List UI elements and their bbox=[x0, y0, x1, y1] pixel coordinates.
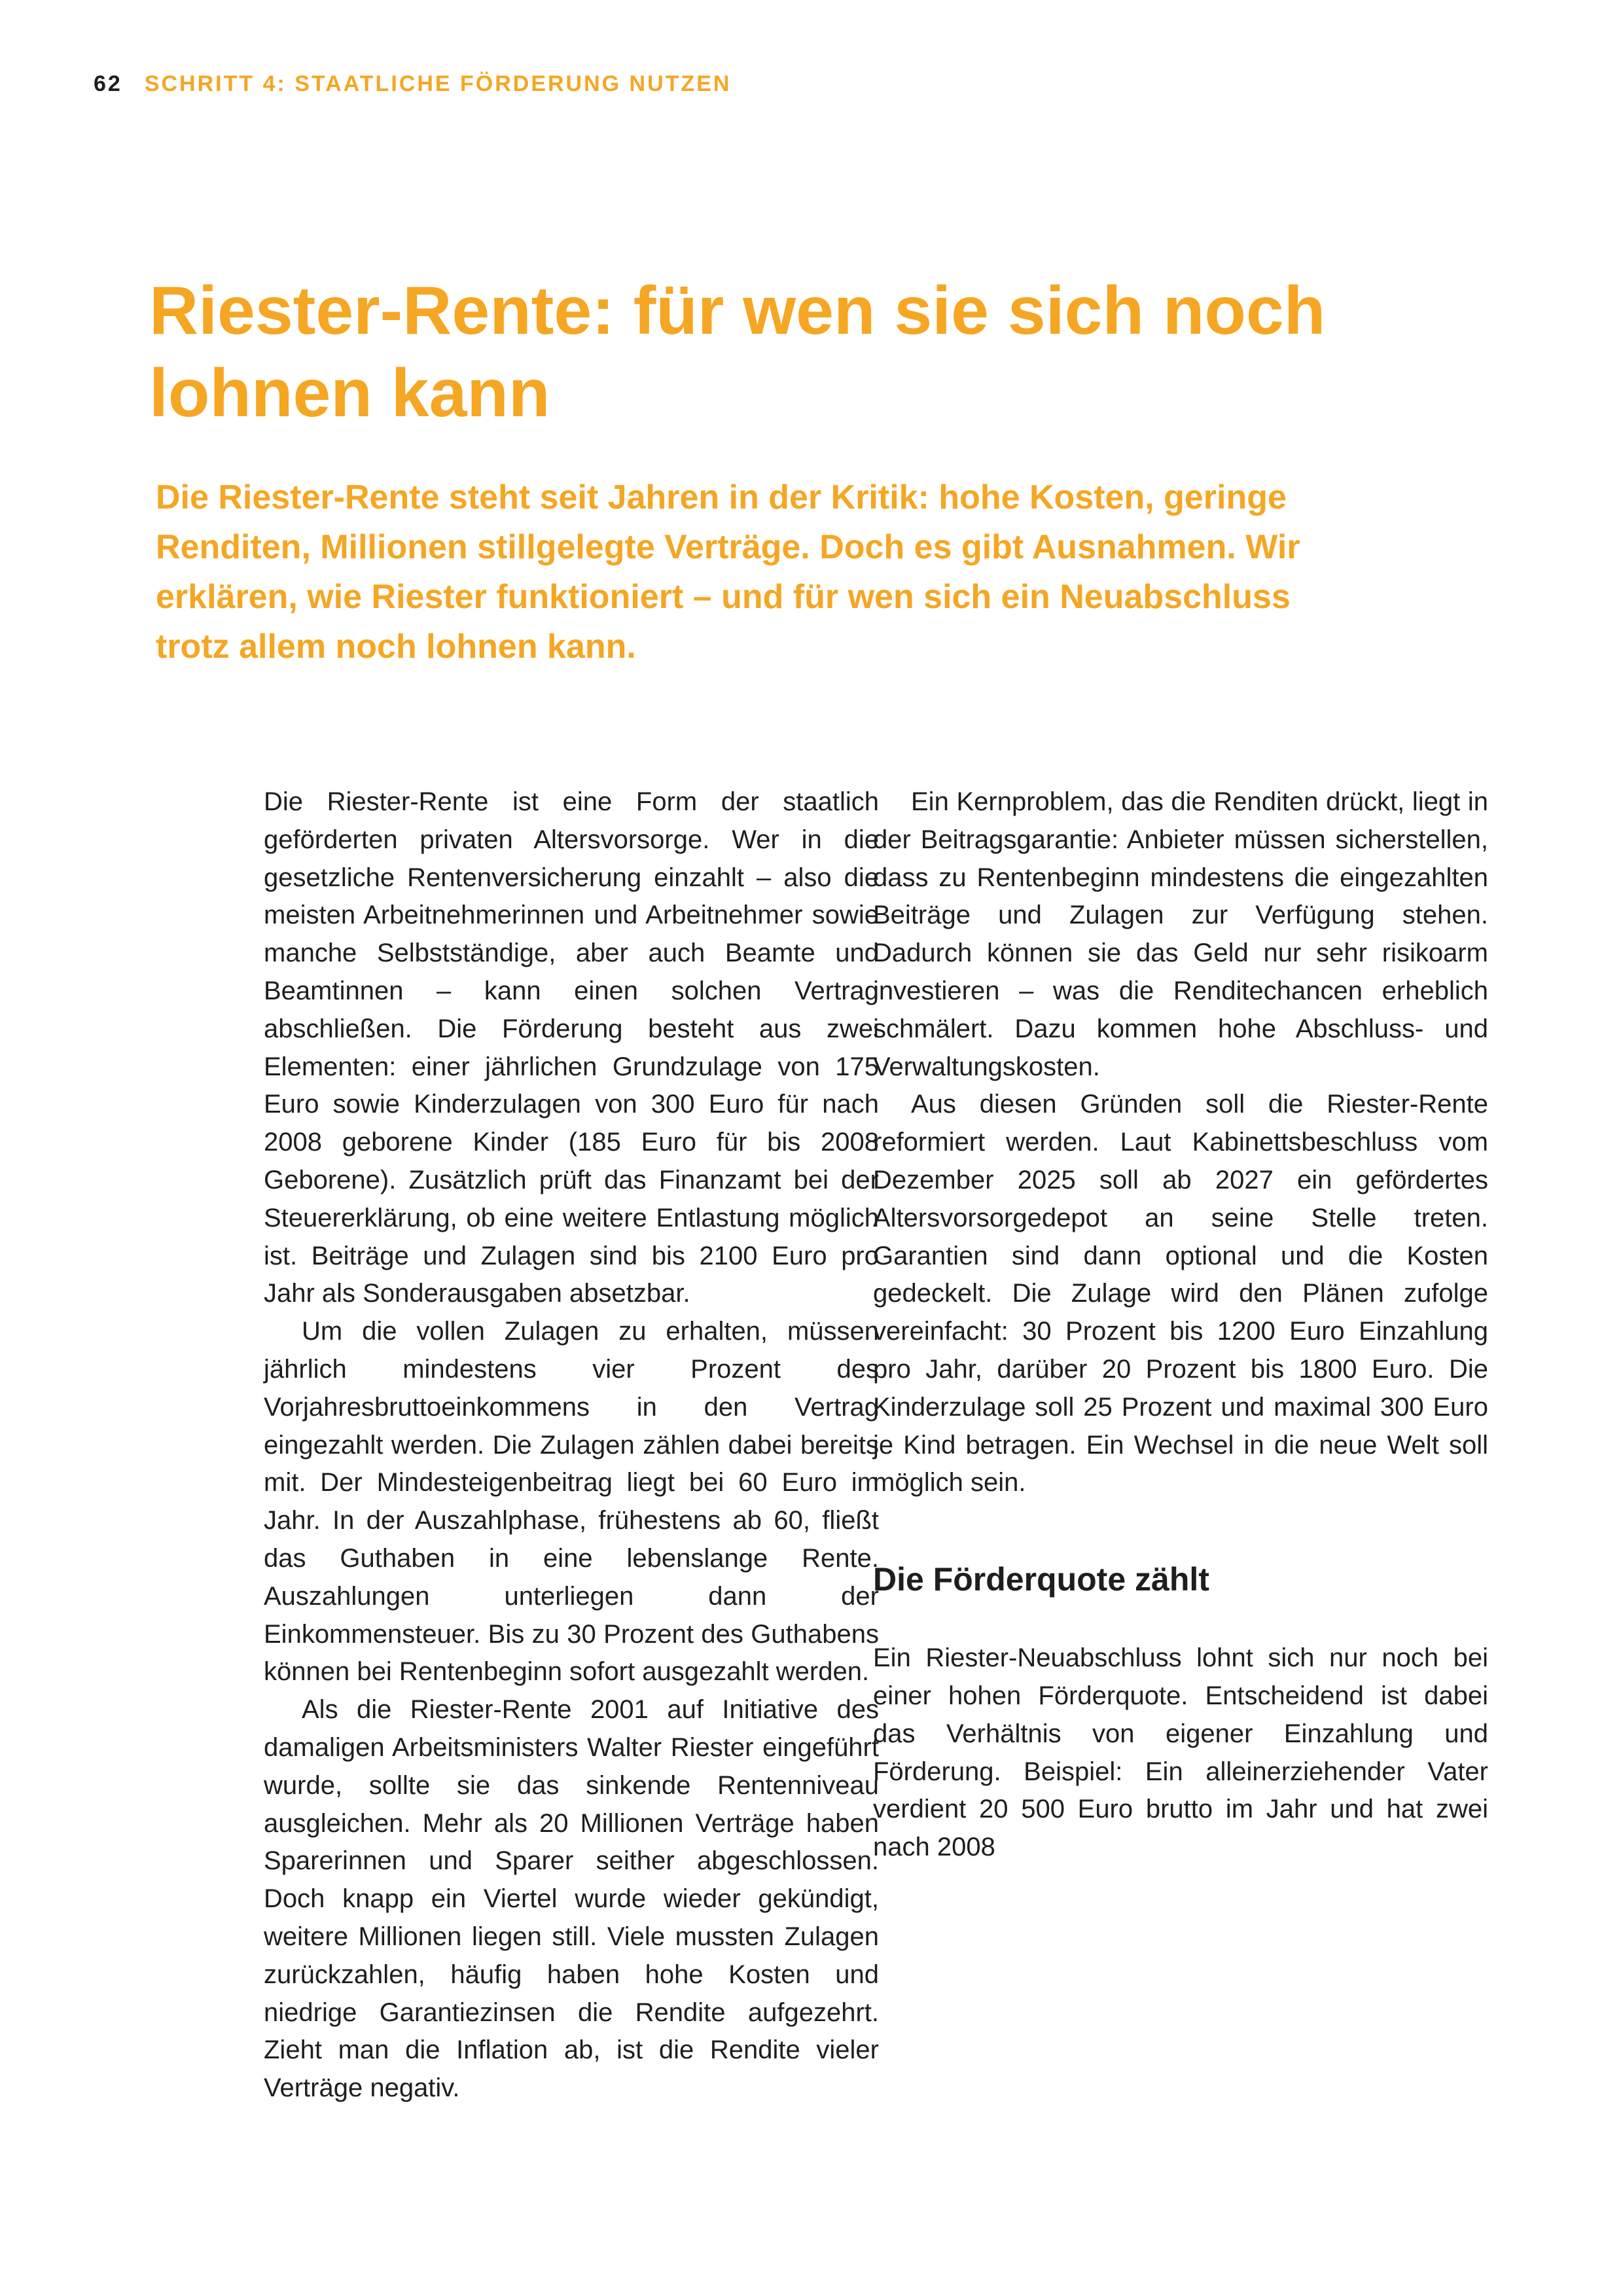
body-column-left bbox=[264, 783, 879, 2108]
article-intro: Die Riester-Rente steht seit Jahren in der Kritik: hohe Kosten, geringe Renditen, Millionen stillgelegte Verträge. Doch es gibt Ausnahmen. Wir erklären, wie Riester funktioniert – und für wen sich ein Neuabschluss trotz allem noch lohnen kann. bbox=[156, 478, 1300, 666]
body-paragraph: Die Riester-Rente ist eine Form der staatlich geförderten privaten Altersvorsorge. Wer in die gesetzliche Rentenversicherung einzahlt – also die meisten Arbeitnehmerinnen und Arbeitnehmer sowie manche Selbstständige, aber auch Beamte und Beamtinnen – kann einen solchen Vertrag abschließen. Die Förderung besteht aus zwei Elementen: einer jährlichen Grundzulage von 175 Euro sowie Kinderzulagen von 300 Euro für nach 2008 geborene Kinder (185 Euro für bis 2008 Geborene). Zusätzlich prüft das Finanzamt bei der Steuererklärung, ob eine weitere Entlastung möglich ist. Beiträge und Zulagen sind bis 2100 Euro pro Jahr als Sonderausgaben absetzbar. bbox=[264, 787, 879, 1308]
body-paragraph: Als die Riester-Rente 2001 auf Initiative des damaligen Arbeitsministers Walter Riester eingeführt wurde, sollte sie das sinkende Rentenniveau ausgleichen. Mehr als 20 Millionen Verträge haben Sparerinnen und Sparer seither abgeschlossen. Doch knapp ein Viertel wurde wieder gekündigt, weitere Millionen liegen still. Viele mussten Zulagen zurückzahlen, häufig haben hohe Kosten und niedrige Garantiezinsen die Rendite aufgezehrt. Zieht man die Inflation ab, ist die Rendite vieler Verträge negativ. bbox=[264, 1695, 879, 2103]
section-subheading: Die Förderquote zählt bbox=[873, 1561, 1209, 1598]
article-headline: Riester-Rente: für wen sie sich noch lohnen kann bbox=[149, 273, 1326, 431]
body-paragraph: Ein Kernproblem, das die Renditen drückt, liegt in der Beitragsgarantie: Anbieter müssen sicherstellen, dass zu Rentenbeginn mindestens die eingezahlten Beiträge und Zulagen zur Verfügung stehen. Dadurch können sie das Geld nur sehr risikoarm investieren – was die Renditechancen erheblich schmälert. Dazu kommen hohe Abschluss- und Verwaltungskosten. bbox=[873, 787, 1488, 1081]
section-label: SCHRITT 4: STAATLICHE FÖRDERUNG NUTZEN bbox=[144, 71, 732, 96]
running-header bbox=[94, 71, 731, 97]
body-column-right bbox=[873, 783, 1488, 1867]
page-number: 62 bbox=[94, 71, 122, 96]
body-paragraph: Aus diesen Gründen soll die Riester-Rente reformiert werden. Laut Kabinettsbeschluss vom Dezember 2025 soll ab 2027 ein gefördertes Altersvorsorgedepot an seine Stelle treten. Garantien sind dann optional und die Kosten gedeckelt. Die Zulage wird den Plänen zufolge vereinfacht: 30 Prozent bis 1200 Euro Einzahlung pro Jahr, darüber 20 Prozent bis 1800 Euro. Die Kinderzulage soll 25 Prozent und maximal 300 Euro je Kind betragen. Ein Wechsel in die neue Welt soll möglich sein. bbox=[873, 1090, 1488, 1498]
body-paragraph: Ein Riester-Neuabschluss lohnt sich nur noch bei einer hohen Förderquote. Entscheidend ist dabei das Verhältnis von eigener Einzahlung und Förderung. Beispiel: Ein alleinerziehender Vater verdient 20 500 Euro brutto im Jahr und hat zwei nach 2008 bbox=[873, 1643, 1488, 1862]
body-paragraph: Um die vollen Zulagen zu erhalten, müssen jährlich mindestens vier Prozent des Vorjahresbruttoeinkommens in den Vertrag eingezahlt werden. Die Zulagen zählen dabei bereits mit. Der Mindesteigenbeitrag liegt bei 60 Euro im Jahr. In der Auszahlphase, frühestens ab 60, fließt das Guthaben in eine lebenslange Rente. Auszahlungen unterliegen dann der Einkommensteuer. Bis zu 30 Prozent des Guthabens können bei Rentenbeginn sofort ausgezahlt werden. bbox=[264, 1317, 879, 1687]
